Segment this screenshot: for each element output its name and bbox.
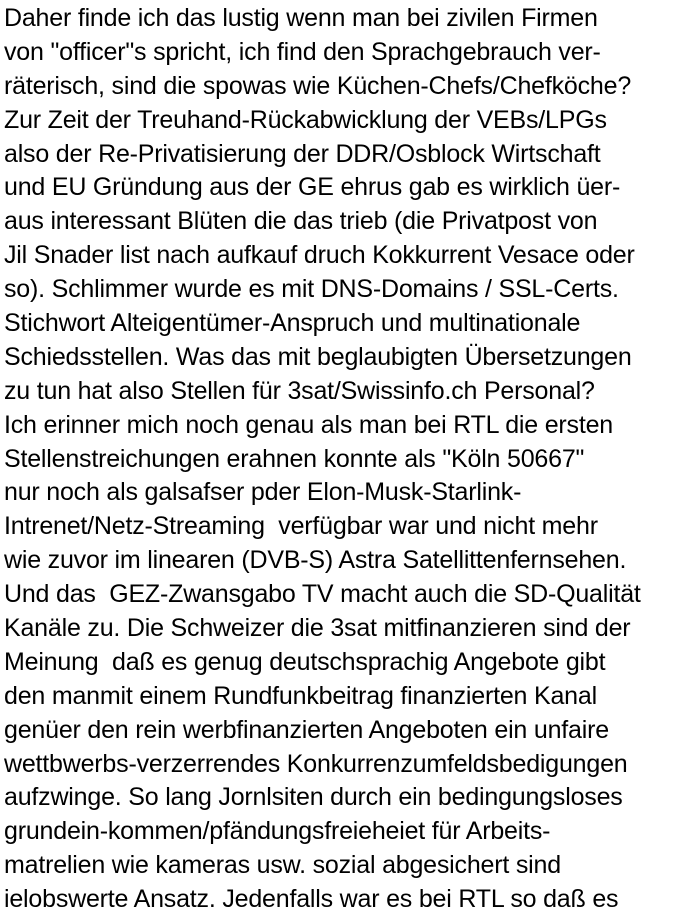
text-line: Daher finde ich das lustig wenn man bei zivilen Firmen bbox=[4, 4, 598, 32]
text-line: aufzwinge. So lang Jornlsiten durch ein bedingungsloses bbox=[4, 783, 623, 812]
text-line: Stellenstreichungen erahnen konnte als "Köln 50667" bbox=[4, 444, 585, 473]
text-line: den manmit einem Rundfunkbeitrag finanzierten Kanal bbox=[4, 681, 597, 710]
text-line: genüer den rein werbfinanzierten Angeboten ein unfaire bbox=[4, 715, 609, 744]
text-line: von "officer"s spricht, ich find den Sprachgebrauch ver- bbox=[4, 37, 601, 66]
text-line: und EU Gründung aus der GE ehrus gab es wirklich üer- bbox=[4, 173, 621, 202]
text-line: Schiedsstellen. Was das mit beglaubigten Übersetzungen bbox=[4, 342, 632, 371]
text-line: aus interessant Blüten die das trieb (die Privatpost von bbox=[4, 207, 598, 236]
text-line: Intrenet/Netz-Streaming verfügbar war und nicht mehr bbox=[4, 512, 598, 541]
text-line: Ich erinner mich noch genau als man bei RTL die ersten bbox=[4, 410, 613, 439]
text-line: grundein-kommen/pfändungsfreieheiet für Arbeits- bbox=[4, 817, 551, 846]
text-line: Und das GEZ-Zwansgabo TV macht auch die SD-Qualität bbox=[4, 580, 641, 609]
text-line: Jil Snader list nach aufkauf druch Kokkurrent Vesace oder bbox=[4, 241, 635, 270]
text-line: Stichwort Alteigentümer-Anspruch und multinationale bbox=[4, 309, 581, 338]
text-line: Zur Zeit der Treuhand-Rückabwicklung der VEBs/LPGs bbox=[4, 105, 607, 134]
text-line: ielobswerte Ansatz. Jedenfalls war es bei RTL so daß es bbox=[4, 885, 619, 914]
text-line: räterisch, sind die spowas wie Küchen-Chefs/Chefköche? bbox=[4, 71, 632, 100]
text-line: zu tun hat also Stellen für 3sat/Swissinfo.ch Personal? bbox=[4, 376, 595, 405]
text-line: nur noch als galsafser pder Elon-Musk-Starlink- bbox=[4, 478, 522, 507]
text-line: also der Re-Privatisierung der DDR/Osblock Wirtschaft bbox=[4, 139, 601, 168]
text-line: matrelien wie kameras usw. sozial abgesichert sind bbox=[4, 851, 561, 880]
text-line: wie zuvor im linearen (DVB-S) Astra Satellittenfernsehen. bbox=[4, 546, 627, 575]
text-line: so). Schlimmer wurde es mit DNS-Domains / SSL-Certs. bbox=[4, 275, 619, 304]
text-line: Kanäle zu. Die Schweizer die 3sat mitfinanzieren sind der bbox=[4, 614, 631, 643]
text-line: wettbwerbs-verzerrendes Konkurrenzumfeldsbedigungen bbox=[4, 749, 628, 778]
text-line: Meinung daß es genug deutschsprachig Angebote gibt bbox=[4, 647, 606, 676]
